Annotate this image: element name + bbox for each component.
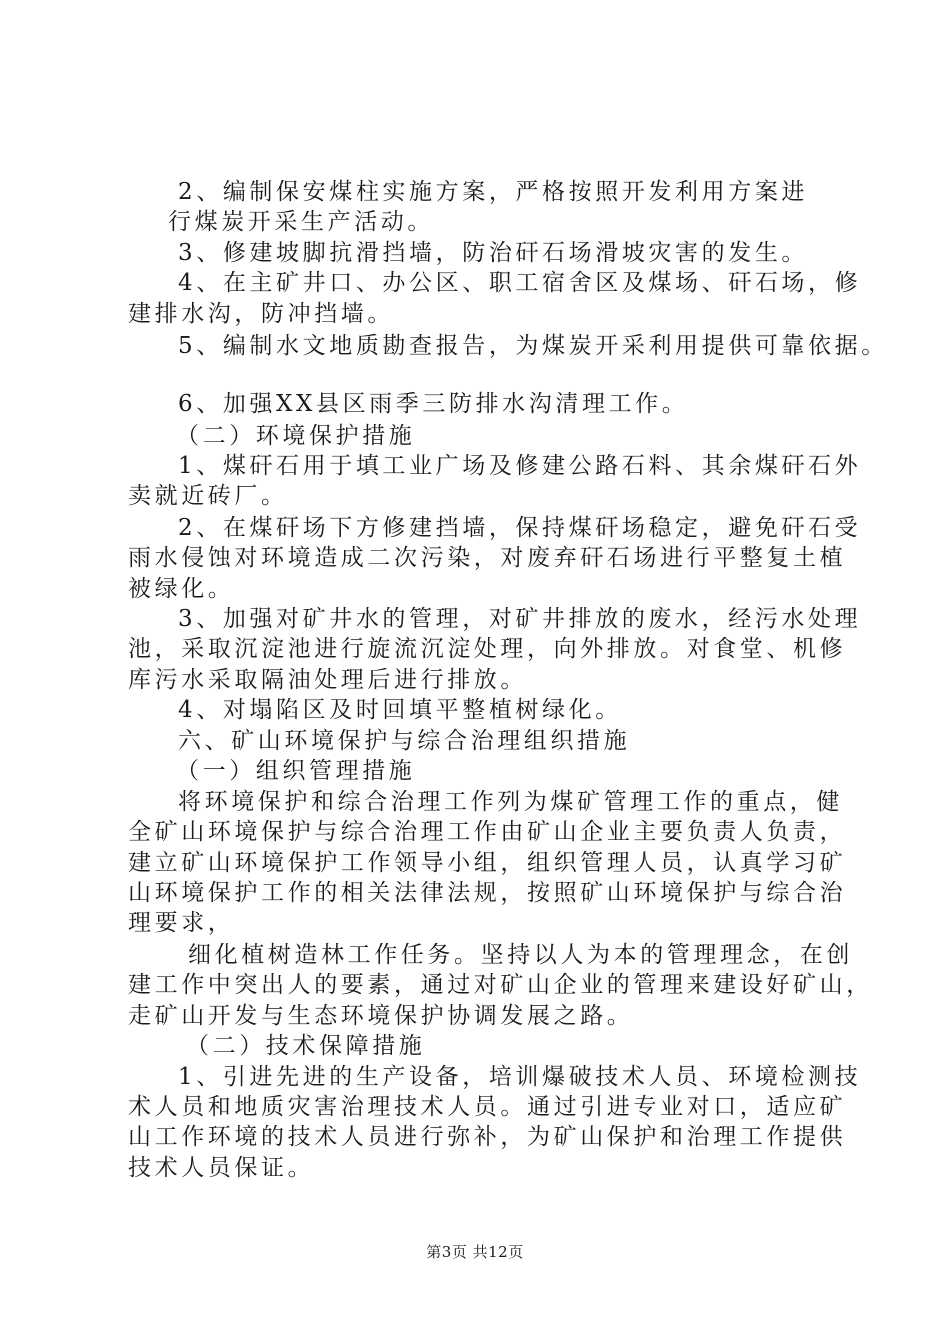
section-heading: （二）技术保障措施 [186, 1033, 426, 1059]
text-line: 3、修建坡脚抗滑挡墙，防治矸石场滑坡灾害的发生。 [178, 240, 809, 266]
text-line: 将环境保护和综合治理工作列为煤矿管理工作的重点，健 [178, 789, 843, 815]
text-line: 库污水采取隔油处理后进行排放。 [128, 667, 527, 693]
text-line: 1、引进先进的生产设备，培训爆破技术人员、环境检测技 [178, 1064, 862, 1090]
text-line: 4、在主矿井口、办公区、职工宿舍区及煤场、矸石场，修 [178, 270, 862, 296]
text-line: 建工作中突出人的要素，通过对矿山企业的管理来建设好矿山， [128, 972, 873, 998]
text-line: 6、加强XX县区雨季三防排水沟清理工作。 [178, 391, 689, 417]
text-line: 5、编制水文地质勘查报告，为煤炭开采利用提供可靠依据。 [178, 333, 888, 359]
text-line: 细化植树造林工作任务。坚持以人为本的管理理念，在创 [188, 942, 853, 968]
text-line: 雨水侵蚀对环境造成二次污染，对废弃矸石场进行平整复土植 [128, 545, 847, 571]
text-line: 4、对塌陷区及时回填平整植树绿化。 [178, 697, 622, 723]
text-line: 2、编制保安煤柱实施方案，严格按照开发利用方案进 [178, 179, 809, 205]
text-line: 理要求， [128, 910, 235, 936]
text-line: 建立矿山环境保护工作领导小组，组织管理人员，认真学习矿 [128, 850, 847, 876]
text-line: 技术人员保证。 [128, 1155, 315, 1181]
text-line: 山工作环境的技术人员进行弥补，为矿山保护和治理工作提供 [128, 1124, 847, 1150]
section-heading: 六、矿山环境保护与综合治理组织措施 [178, 728, 631, 754]
text-line: 2、在煤矸场下方修建挡墙，保持煤矸场稳定，避免矸石受 [178, 515, 862, 541]
page-footer: 第3页 共12页 [426, 1243, 524, 1261]
text-line: 3、加强对矿井水的管理，对矿井排放的废水，经污水处理 [178, 606, 862, 632]
text-line: 术人员和地质灾害治理技术人员。通过引进专业对口，适应矿 [128, 1094, 847, 1120]
section-heading: （一）组织管理措施 [176, 758, 416, 784]
text-line: 1、煤矸石用于填工业广场及修建公路石料、其余煤矸石外 [178, 453, 862, 479]
text-line: 走矿山开发与生态环境保护协调发展之路。 [128, 1003, 634, 1029]
text-line: 卖就近砖厂。 [128, 483, 288, 509]
text-line: 建排水沟，防冲挡墙。 [128, 301, 394, 327]
text-line: 行煤炭开采生产活动。 [168, 209, 434, 235]
section-heading: （二）环境保护措施 [176, 423, 416, 449]
text-line: 全矿山环境保护与综合治理工作由矿山企业主要负责人负责， [128, 819, 847, 845]
text-line: 山环境保护工作的相关法律法规，按照矿山环境保护与综合治 [128, 880, 847, 906]
text-line: 被绿化。 [128, 576, 235, 602]
text-line: 池，采取沉淀池进行旋流沉淀处理，向外排放。对食堂、机修 [128, 636, 847, 662]
